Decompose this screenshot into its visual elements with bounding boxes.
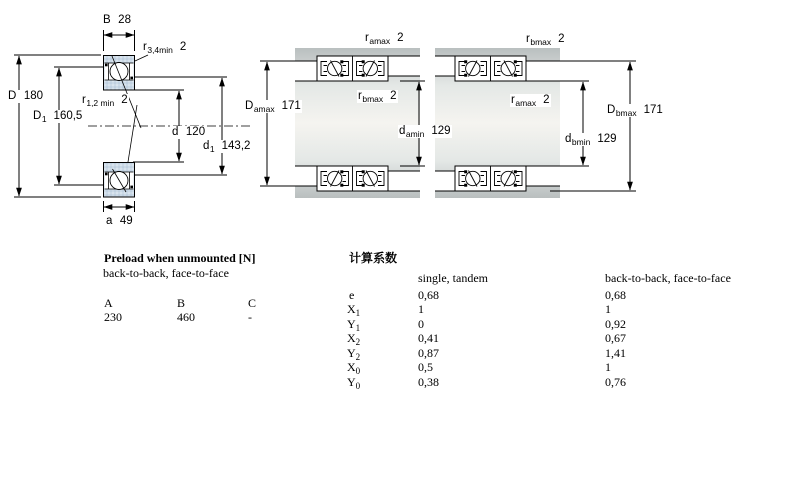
label-D1: $D_1$ 160,5 [33,110,83,124]
factor-single: 1 [418,302,424,316]
factor-single: 0,41 [418,331,439,345]
factor-single: 0,68 [418,288,439,302]
factor-symbol: $X_2$ [347,331,361,347]
label-d: d 120 [172,126,206,138]
factor-symbol: $X_1$ [347,302,361,318]
factor-paired: 0,76 [605,375,626,389]
label-Dbmax: $D_{bmax}$ 171 [607,104,663,118]
preload-value-C: - [248,310,252,324]
preload-subtitle: back-to-back, face-to-face [103,266,229,280]
factor-paired: 0,92 [605,317,626,331]
factor-paired: 1,41 [605,346,626,360]
preload-value-B: 460 [177,310,195,324]
calculation-factors-table [345,251,765,391]
factor-single: 0,87 [418,346,439,360]
preload-col-B: B [177,296,186,310]
label-r34min: $r_{3,4min}$ 2 [143,41,187,55]
label-dbmin: $d_{bmin}$ 129 [565,133,617,147]
preload-col-A: A [104,296,113,310]
factors-col1-header: single, tandem [418,271,488,285]
factor-paired: 0,68 [605,288,626,302]
paired-arrangement-b [435,48,636,198]
label-ramax-b: $r_{amax}$ 2 [511,94,550,108]
factors-col2-header: back-to-back, face-to-face [605,271,731,285]
factor-symbol: $X_0$ [347,360,361,376]
factor-symbol: $Y_0$ [347,375,361,391]
factor-single: 0 [418,317,424,331]
factor-paired: 1 [605,302,611,316]
factor-paired: 0,67 [605,331,626,345]
label-B: B 28 [103,14,131,26]
lower-ring-section [104,163,135,198]
preload-table [104,251,324,341]
factor-symbol: e [349,288,355,302]
preload-value-A: 230 [104,310,122,324]
label-ramax-a: $r_{amax}$ 2 [365,32,404,46]
r34-leader [135,55,148,61]
preload-title: Preload when unmounted [N] [104,251,256,265]
factor-single: 0,38 [418,375,439,389]
paired-arrangement-a [260,48,425,198]
label-a: a 49 [106,215,133,227]
factor-paired: 1 [605,360,611,374]
factor-symbol: $Y_1$ [347,317,361,333]
label-rbmax-a: $r_{bmax}$ 2 [358,90,397,104]
factor-single: 0,5 [418,360,433,374]
label-damin: $d_{amin}$ 129 [399,125,451,139]
upper-ball [110,63,128,81]
label-d1: $d_1$ 143,2 [203,140,251,154]
label-Damax: $D_{amax}$ 171 [245,100,301,114]
r12-leader [128,105,137,162]
label-rbmax-b: $r_{bmax}$ 2 [526,33,565,47]
preload-col-C: C [248,296,257,310]
label-r12min: $r_{1,2 min}$ 2 [82,94,128,108]
factor-symbol: $Y_2$ [347,346,361,362]
factors-title: 计算系数 [349,251,398,265]
label-D: D 180 [8,90,43,102]
